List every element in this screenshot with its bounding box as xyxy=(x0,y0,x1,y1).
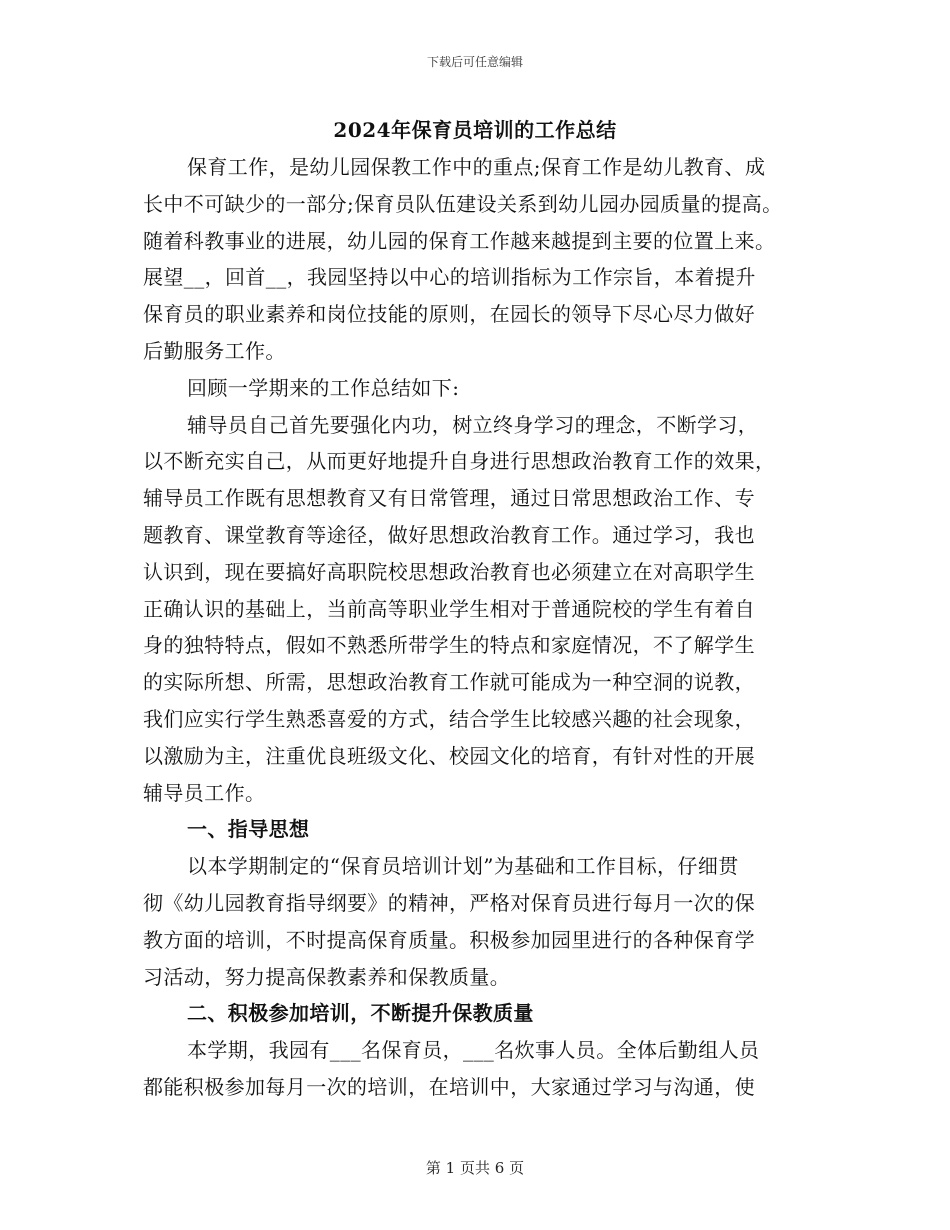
page-footer: 第 1 页共 6 页 xyxy=(425,1159,525,1177)
paragraph-line: 的实际所想、所需，思想政治教育工作就可能成为一种空洞的说教， xyxy=(143,670,755,695)
paragraph-line: 正确认识的基础上，当前高等职业学生相对于普通院校的学生有着自 xyxy=(143,596,755,621)
paragraph-line: 展望__，回首__，我园坚持以中心的培训指标为工作宗旨，本着提升 xyxy=(143,265,756,290)
section-heading: 二、积极参加培训，不断提升保教质量 xyxy=(187,1001,534,1026)
paragraph-line: 长中不可缺少的一部分;保育员队伍建设关系到幼儿园办园质量的提高。 xyxy=(143,191,783,216)
paragraph-line: 辅导员工作。 xyxy=(143,780,266,805)
paragraph-line: 回顾一学期来的工作总结如下: xyxy=(187,375,460,400)
paragraph-line: 认识到，现在要搞好高职院校思想政治教育也必须建立在对高职学生 xyxy=(143,559,755,584)
paragraph-line: 身的独特特点，假如不熟悉所带学生的特点和家庭情况，不了解学生 xyxy=(143,633,755,658)
paragraph-line: 辅导员工作既有思想教育又有日常管理，通过日常思想政治工作、专 xyxy=(143,486,755,511)
paragraph-line: 保育工作，是幼儿园保教工作中的重点;保育工作是幼儿教育、成 xyxy=(187,155,766,179)
paragraph-line: 题教育、课堂教育等途径，做好思想政治教育工作。通过学习，我也 xyxy=(143,522,755,547)
paragraph-line: 辅导员自己首先要强化内功，树立终身学习的理念，不断学习， xyxy=(187,412,759,437)
section-heading: 一、指导思想 xyxy=(187,817,310,842)
paragraph-line: 都能积极参加每月一次的培训，在培训中，大家通过学习与沟通，使 xyxy=(143,1074,755,1099)
document-title: 2024年保育员培训的工作总结 xyxy=(333,118,617,142)
paragraph-line: 习活动，努力提高保教素养和保教质量。 xyxy=(143,964,511,989)
paragraph-line: 以不断充实自己，从而更好地提升自身进行思想政治教育工作的效果， xyxy=(143,449,776,474)
document-body xyxy=(143,149,823,1106)
paragraph-line: 本学期，我园有___名保育员，___名炊事人员。全体后勤组人员 xyxy=(187,1038,760,1063)
paragraph-line: 保育员的职业素养和岗位技能的原则，在园长的领导下尽心尽力做好 xyxy=(143,302,755,327)
paragraph-line: 教方面的培训，不时提高保育质量。积极参加园里进行的各种保育学 xyxy=(143,927,755,952)
paragraph-line: 以本学期制定的“保育员培训计划”为基础和工作目标，仔细贯 xyxy=(187,854,739,879)
page-header: 下载后可任意编辑 xyxy=(426,55,523,69)
paragraph-line: 以激励为主，注重优良班级文化、校园文化的培育，有针对性的开展 xyxy=(143,743,755,768)
paragraph-line: 随着科教事业的进展，幼儿园的保育工作越来越提到主要的位置上来。 xyxy=(143,228,776,253)
paragraph-line: 我们应实行学生熟悉喜爱的方式，结合学生比较感兴趣的社会现象， xyxy=(143,706,755,731)
paragraph-line: 后勤服务工作。 xyxy=(143,338,286,363)
paragraph-line: 彻《幼儿园教育指导纲要》的精神，严格对保育员进行每月一次的保 xyxy=(143,890,755,915)
